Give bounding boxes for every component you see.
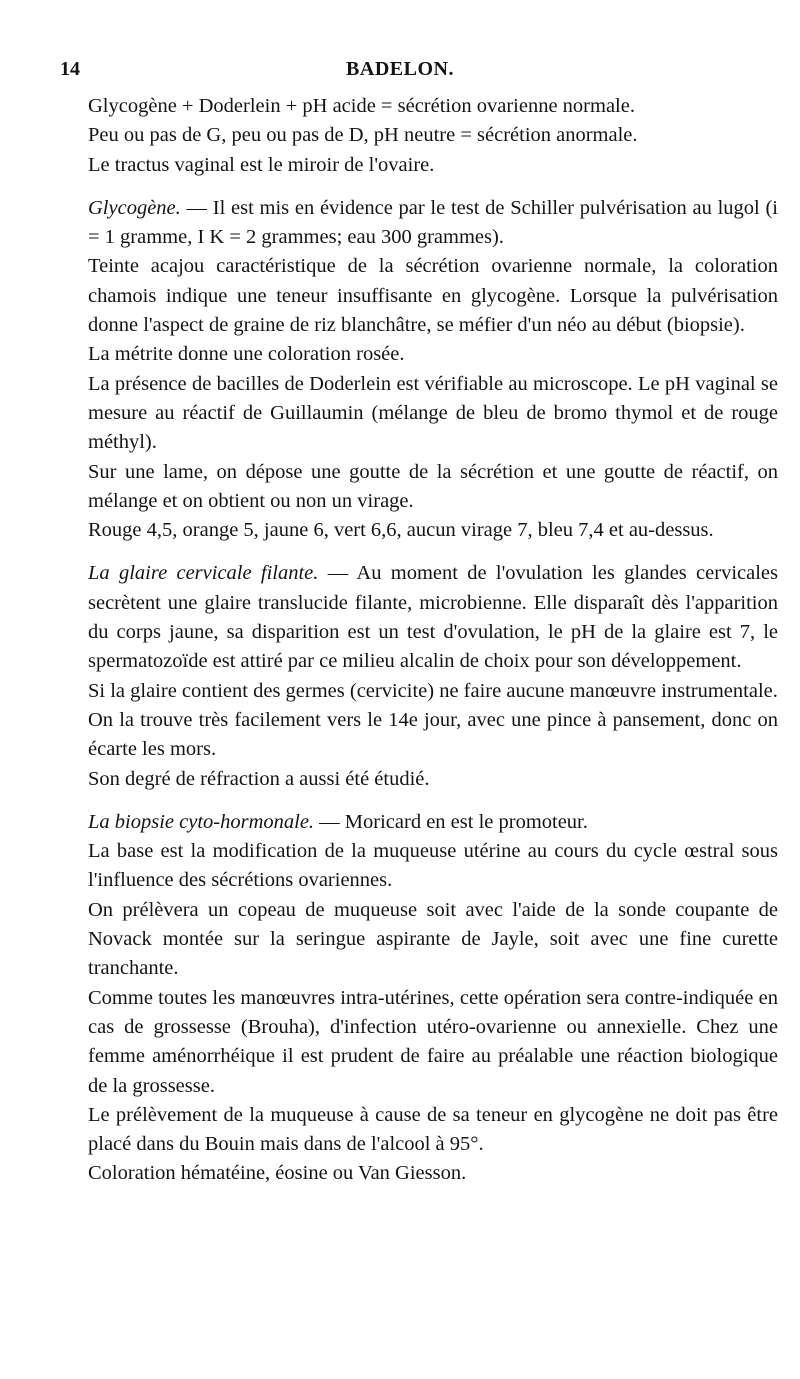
page-header — [60, 58, 740, 88]
paragraph: La métrite donne une coloration rosée. — [88, 343, 405, 366]
paragraph: Rouge 4,5, orange 5, jaune 6, vert 6,6, aucun virage 7, bleu 7,4 et au-dessus. — [88, 519, 714, 542]
running-title: BADELON. — [346, 58, 454, 80]
paragraph: La présence de bacilles de Doderlein est vérifiable au microscope. Le pH vaginal se mesure au réactif de Guillaumin (mélange de bleu de bromo thymol et de rouge méthyl). — [88, 372, 778, 454]
paragraph: Si la glaire contient des germes (cervicite) ne faire aucune manœuvre instrumentale. — [88, 679, 778, 702]
paragraph: Glycogène + Doderlein + pH acide = sécrétion ovarienne normale. — [88, 95, 635, 117]
body-text — [88, 92, 778, 1189]
paragraph: Son degré de réfraction a aussi été étudié. — [88, 767, 430, 790]
paragraph: Comme toutes les manœuvres intra-utérines, cette opération sera contre-indiquée en cas de grossesse (Brouha), d'infection utéro-ovarienne ou annexielle. Chez une femme aménorrhéique il est prudent de faire au préalable une réaction biologique de la grossesse. — [88, 986, 778, 1097]
paragraph: Le tractus vaginal est le miroir de l'ovaire. — [88, 153, 435, 176]
paragraph: Sur une lame, on dépose une goutte de la sécrétion et une goutte de réactif, on mélange et on obtient ou non un virage. — [88, 460, 778, 512]
section-heading: La biopsie cyto-hormonale. — [88, 810, 315, 833]
page-number: 14 — [60, 58, 80, 80]
paragraph: La base est la modification de la muqueuse utérine au cours du cycle œstral sous l'influence des sécrétions ovariennes. — [88, 840, 778, 892]
paragraph: Coloration hématéine, éosine ou Van Giesson. — [88, 1162, 467, 1185]
section-heading: Glycogène. — [88, 196, 181, 219]
section-heading: La glaire cervicale filante. — [88, 562, 319, 585]
paragraph: Le prélèvement de la muqueuse à cause de sa teneur en glycogène ne doit pas être placé dans du Bouin mais dans de l'alcool à 95°. — [88, 1103, 778, 1156]
section-glaire: La glaire cervicale filante. — Au moment de l'ovulation les glandes cervicales secrètent une glaire translucide filante, microbienne. Elle disparaît dès l'apparition du corps jaune, sa disparition est un test d'ovulation, le pH de la glaire est 7, le spermatozoïde est attiré par ce milieu alcalin de choix pour son développement. — [88, 562, 778, 673]
paragraph: On prélèvera un copeau de muqueuse soit avec l'aide de la sonde coupante de Novack montée sur la seringue aspirante de Jayle, soit avec une fine curette tranchante. — [88, 898, 778, 980]
paragraph: On la trouve très facilement vers le 14e jour, avec une pince à pansement, donc on écarte les mors. — [88, 708, 778, 761]
section-biopsie: La biopsie cyto-hormonale. — Moricard en est le promoteur. — [88, 810, 588, 833]
paragraph: Teinte acajou caractéristique de la sécrétion ovarienne normale, la coloration chamois indique une teneur insuffisante en glycogène. Lorsque la pulvérisation donne l'aspect de graine de riz blanchâtre, se méfier d'un néo au début (biopsie). — [88, 255, 778, 337]
section-glycogene: Glycogène. — Il est mis en évidence par le test de Schiller pulvérisation au lugol (i = 1 gramme, I K = 2 grammes; eau 300 grammes). — [88, 196, 778, 249]
paragraph: Peu ou pas de G, peu ou pas de D, pH neutre = sécrétion anormale. — [88, 124, 638, 147]
